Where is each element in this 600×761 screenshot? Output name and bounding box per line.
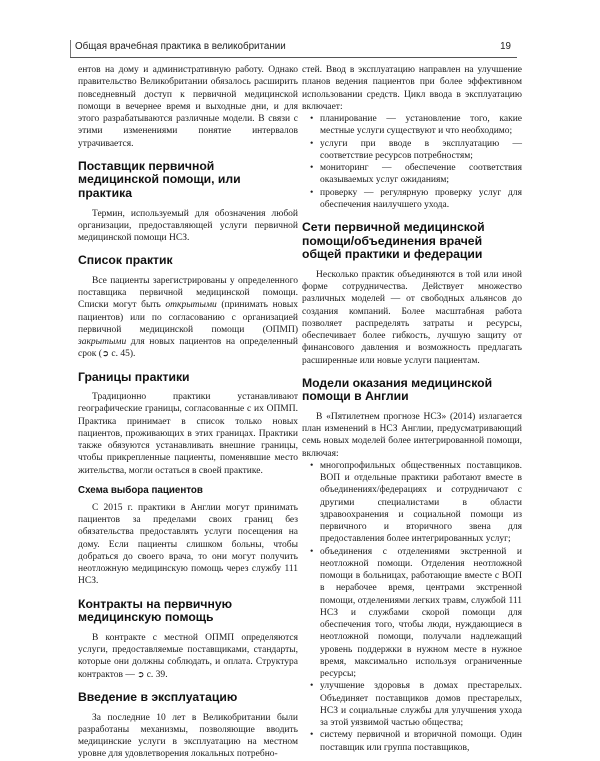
header-left-rule <box>70 40 71 58</box>
right-column <box>302 64 522 754</box>
paragraph-commissioning: За последние 10 лет в Великобритании были разработаны механизмы, позволяющие вводить медицинские услуги в эксплуатацию на местном уровне для удовлетворения локальных потребно- <box>78 712 298 760</box>
care-models-list <box>302 460 522 754</box>
paragraph-patient-choice: С 2015 г. практики в Англии могут принимать пациентов за пределами своих границ без обязательства предоставлять услуги посещения на дому. Если пациенты слишком больны, чтобы добраться до своего врача, то они могут получить неотложную медицинскую помощь через службу 111 НСЗ. <box>78 502 298 587</box>
heading-practice-list: Список практик <box>78 253 173 268</box>
heading-boundaries: Границы практики <box>78 369 190 384</box>
text-segment: . <box>165 669 168 680</box>
paragraph-networks: Несколько практик объединяются в той или иной форме сотрудничества. Действует множество различных моделей — от свободных альянсов до создания компаний. Более масштабная работа позволяет распределять затраты и ресурсы, обеспечивает более гибкость, лучшую защиту от финансового давления и возможность предлагать расширенные или новые услуги пациентам. <box>302 269 522 366</box>
heading-contracts: Контракты на первичную медицинскую помощь <box>78 596 233 625</box>
list-item-text: многопрофильных общественных поставщиков. ВОП и отдельные практики работают вместе в объединениях/федерациях и сотрудничают с другими специалистами в области здравоохранения и социальной помощи из первичного и вторичного звена для предоставления более интегрированных услуг; <box>320 460 522 545</box>
arrow-circle-icon: ➲ <box>137 669 145 680</box>
list-item-text: систему первичной и вторичной помощи. Один поставщик или группа поставщиков, <box>320 730 522 753</box>
text-segment: ). <box>129 349 136 360</box>
paragraph-care-models: В «Пятилетнем прогнозе НСЗ» (2014) излагается план изменений в НСЗ Англии, предусматривающий семь новых моделей более интегрированной помощи, включая: <box>302 411 522 459</box>
list-item <box>302 546 522 681</box>
list-item-text: мониторинг — обеспечение соответствия оказываемых услуг ожиданиям; <box>320 163 522 186</box>
paragraph-contracts <box>78 632 298 681</box>
list-item <box>302 680 522 729</box>
running-head-title: Общая врачебная практика в великобритании <box>75 41 286 52</box>
cross-reference-page: с. 45 <box>111 349 130 360</box>
heading-commissioning: Введение в эксплуатацию <box>78 689 238 704</box>
emphasis-closed: закрытыми <box>78 337 127 348</box>
bullet-icon: • <box>310 163 314 173</box>
list-item <box>302 138 522 163</box>
bullet-icon: • <box>310 114 314 124</box>
paragraph-commissioning-cont: стей. Ввод в эксплуатацию направлен на улучшение планов ведения пациентов при более эффективном использовании средств. Цикл ввода в эксплуатацию включает: <box>302 65 522 112</box>
bullet-icon: • <box>310 138 314 149</box>
header-rule <box>70 57 517 58</box>
list-item <box>302 162 522 187</box>
bullet-icon: • <box>310 460 314 471</box>
paragraph-provider: Термин, используемый для обозначения любой организации, предоставляющей услуги первичной медицинской помощи НСЗ. <box>78 208 298 244</box>
list-item-text: проверку — регулярную проверку услуг для обеспечения наилучшего ухода. <box>320 187 522 210</box>
list-item-text: объединения с отделениями экстренной и неотложной помощи. Отделения неотложной помощи в больницах, работающие вместе с ВОП в нерабочее время, центрами экстренной помощи, отделениями легких травм, службой 111 НСЗ и службами скорой помощи для обеспечения того, чтобы люди, нуждающиеся в неотложной помощи, получали надлежащий уровень поддержки в нужном месте в нужное время, максимально используя ограниченные ресурсы; <box>320 546 522 680</box>
commissioning-cycle-list <box>302 113 522 211</box>
paragraph-intro: ентов на дому и административную работу. Однако правительство Великобритании обязалось расширить повседневный доступ к первичной медицинской помощи в вечернее время и выходные дни, и для этого разрабатываются различные модели. В связи с этими изменениями понятие интервалов утрачивается. <box>78 65 298 149</box>
text-segment: для новых пациентов на определенный срок ( <box>78 337 299 360</box>
list-item-text: планирование — установление того, какие местные услуги существуют и что необходимо; <box>320 114 522 137</box>
subheading-patient-choice: Схема выбора пациентов <box>78 484 203 496</box>
cross-reference-link[interactable] <box>137 669 168 680</box>
cross-reference-link[interactable] <box>102 349 130 359</box>
text-segment: (принимать новых пациентов) или по согласованию с организацией первичной медицинской помощи (ОПМП) <box>78 300 299 335</box>
text-segment: Все пациенты зарегистрированы у определенного поставщика первичной медицинской помощи. Списки могут быть <box>78 275 298 311</box>
running-head <box>70 40 517 54</box>
list-item <box>302 729 522 754</box>
paragraph-practice-list <box>78 275 298 361</box>
page-number: 19 <box>500 41 511 52</box>
list-item-text: услуги при вводе в эксплуатацию — соответствие ресурсов потребностям; <box>320 138 522 161</box>
list-item-text: улучшение здоровья в домах престарелых. Объединяет поставщиков домов престарелых, НСЗ и социальные службы для улучшения ухода за этой уязвимой частью общества; <box>320 681 522 729</box>
heading-provider: Поставщик первичной медицинской помощи, или практика <box>78 158 241 200</box>
cross-reference-page: с. 39 <box>146 669 166 680</box>
emphasis-open: открытыми <box>165 300 217 311</box>
paragraph-boundaries: Традиционно практики устанавливают географические границы, согласованные с их ОПМП. Практика принимает в список только новых пациентов, проживающих в этих границах. Практики также обязуются устанавливать внешние границы, чтобы прикрепленные пациенты, поменявшие место жительства, могли остаться в своей практике. <box>78 392 298 476</box>
arrow-circle-icon: ➲ <box>101 349 109 360</box>
list-item <box>302 113 522 138</box>
heading-networks: Сети первичной медицинской помощи/объединения врачей общей практики и федерации <box>302 220 485 262</box>
bullet-icon: • <box>310 187 314 198</box>
list-item <box>302 187 522 212</box>
list-item <box>302 460 522 546</box>
heading-care-models: Модели оказания медицинской помощи в Англии <box>302 375 493 404</box>
left-column <box>78 64 298 761</box>
text-segment: В контракте с местной ОПМП определяются услуги, предоставляемые поставщиками, стандарты, которые они должны соблюдать, и оплата. Структура контрактов — <box>78 632 298 680</box>
bullet-icon: • <box>310 730 314 741</box>
bullet-icon: • <box>310 681 314 692</box>
bullet-icon: • <box>310 546 314 557</box>
